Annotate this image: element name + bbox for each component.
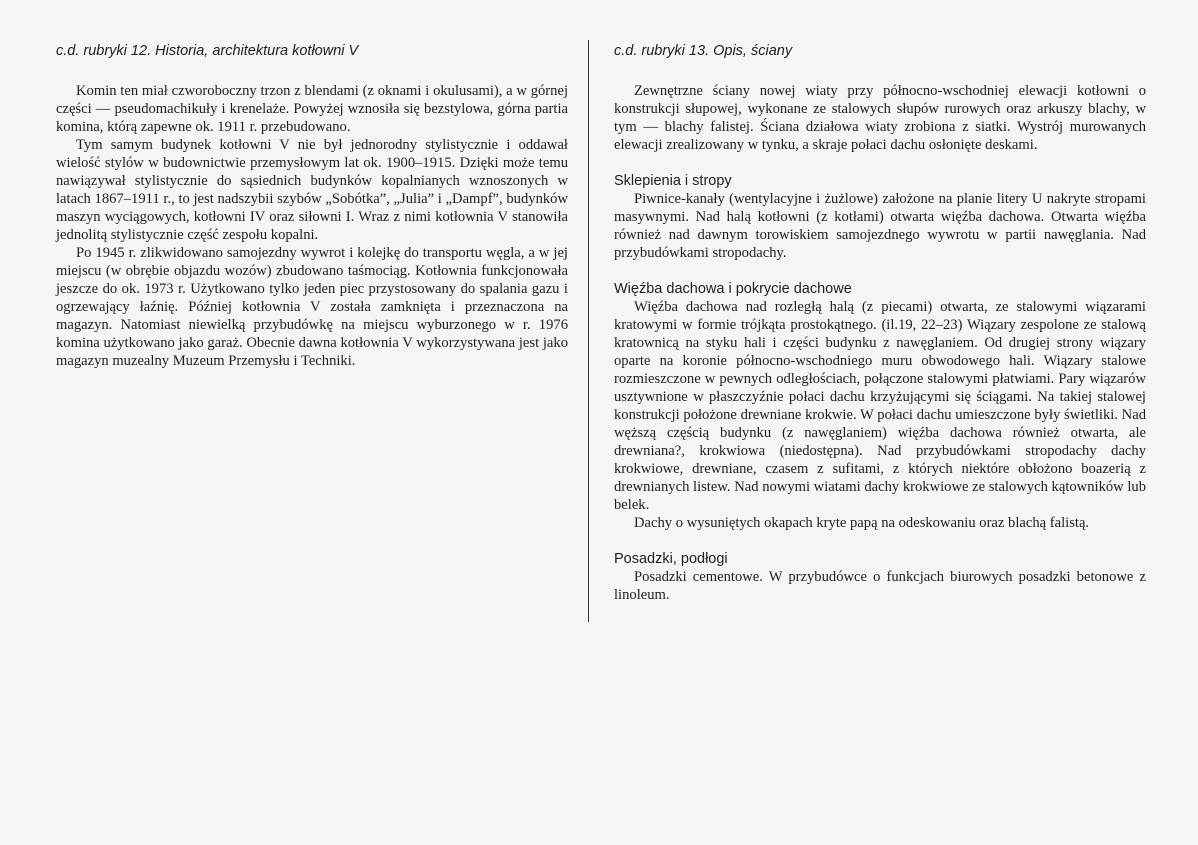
floors-section — [614, 550, 1146, 604]
vaults-section — [614, 172, 1146, 262]
vaults-paragraph: Piwnice-kanały (wentylacyjne i żużlowe) założone na planie litery U nakryte stropami masywnymi. Nad halą kotłowni (z kotłami) otwarta więźba dachowa. Otwarta więźba również nad dawnym torowiskiem samojezdnego wywrotu w partii nawęglania. Nad przybudówkami stropodachy. — [614, 191, 1146, 261]
left-paragraph-3: Po 1945 r. zlikwidowano samojezdny wywrot i kolejkę do transportu węgla, a w jej miejscu (w obrębie objazdu wozów) zbudowano taśmociąg. Kotłownia funkcjonowała jeszcze do ok. 1973 r. Użytkowano tylko jeden piec przystosowany do spalania gazu i ogrzewający łaźnię. Później kotłownia V została zamknięta i przeznaczona na magazyn. Natomiast niewielką przybudówkę na miejscu wyburzonego w r. 1976 komina użytkowano jako garaż. Obecnie dawna kotłownia V wykorzystywana jest jako magazyn muzealny Muzeum Przemysłu i Techniki. — [56, 245, 568, 369]
floors-paragraph: Posadzki cementowe. W przybudówce o funkcjach biurowych posadzki betonowe z linoleum. — [614, 569, 1146, 603]
column-divider — [588, 40, 589, 622]
walls-paragraph: Zewnętrzne ściany nowej wiaty przy północno-wschodniej elewacji kotłowni o konstrukcji słupowej, wykonane ze stalowych słupów rurowych oraz arkuszy blachy, w tym — blachy falistej. Ściana działowa wiaty zrobiona z siatki. Wystrój murowanych elewacji zrealizowany w tynku, a skraje połaci dachu osłonięte deskami. — [614, 83, 1146, 153]
floors-section-title: Posadzki, podłogi — [614, 551, 728, 567]
left-paragraph-1: Komin ten miał czworoboczny trzon z blendami (z oknami i okulusami), a w górnej części — pseudomachikuły i krenelaże. Powyżej wznosiła się bezstylowa, górna partia komina, którą zapewne ok. 1911 r. przebudowano. — [56, 83, 568, 135]
left-column-header: c.d. rubryki 12. Historia, architektura kotłowni V — [56, 43, 359, 59]
walls-section — [614, 82, 1146, 154]
right-column — [614, 42, 1146, 614]
right-column-header: c.d. rubryki 13. Opis, ściany — [614, 43, 793, 59]
roof-paragraph-2: Dachy o wysuniętych okapach kryte papą na odeskowaniu oraz blachą falistą. — [634, 515, 1090, 531]
roof-section — [614, 280, 1146, 532]
left-paragraph-2: Tym samym budynek kotłowni V nie był jednorodny stylistycznie i oddawał wielość stylów w budownictwie przemysłowym lat ok. 1900–1915. Dzięki może temu nawiązywał stylistycznie do sąsiednich budynków kopalnianych wznoszonych w latach 1867–1911 r., to jest nadszybii szybów „Sobótka”, „Julia” i „Dampf”, budynków maszyn wyciągowych, kotłowni IV oraz siłowni I. Wraz z nimi kotłownia V stanowiła jednolitą stylistycznie część zespołu kopalni. — [56, 137, 568, 243]
left-column — [56, 42, 568, 370]
vaults-section-title: Sklepienia i stropy — [614, 173, 732, 189]
roof-section-title: Więźba dachowa i pokrycie dachowe — [614, 281, 852, 297]
roof-paragraph-1: Więźba dachowa nad rozległą halą (z piecami) otwarta, ze stalowymi wiązarami kratowymi w formie trójkąta prostokątnego. (il.19, 22–23) Wiązary zespolone ze stalową kratownicą na styku hali i części budynku z nawęglaniem. Od drugiej strony wiązary oparte na koronie północno-wschodniego muru obwodowego hali. Wiązary stalowe rozmieszczone w pewnych odległościach, połączone stalowymi płatwiami. Pary wiązarów usztywnione w płaszczyźnie połaci dachu krzyżującymi się ściągami. Na takiej stalowej konstrukcji położone drewniane krokwie. W połaci dachu umieszczone były świetliki. Nad węższą częścią budynku (z nawęglaniem) więźba dachowa również otwarta, ale drewniana?, krokwiowa (niedostępna). Nad przybudówkami stropodachy dachy krokwiowe, drewniane, czasem z sufitami, z których niektóre obłożono boazerią z drewnianych listew. Nad nowymi wiatami dachy krokwiowe ze stalowych kątowników lub belek. — [614, 299, 1147, 513]
